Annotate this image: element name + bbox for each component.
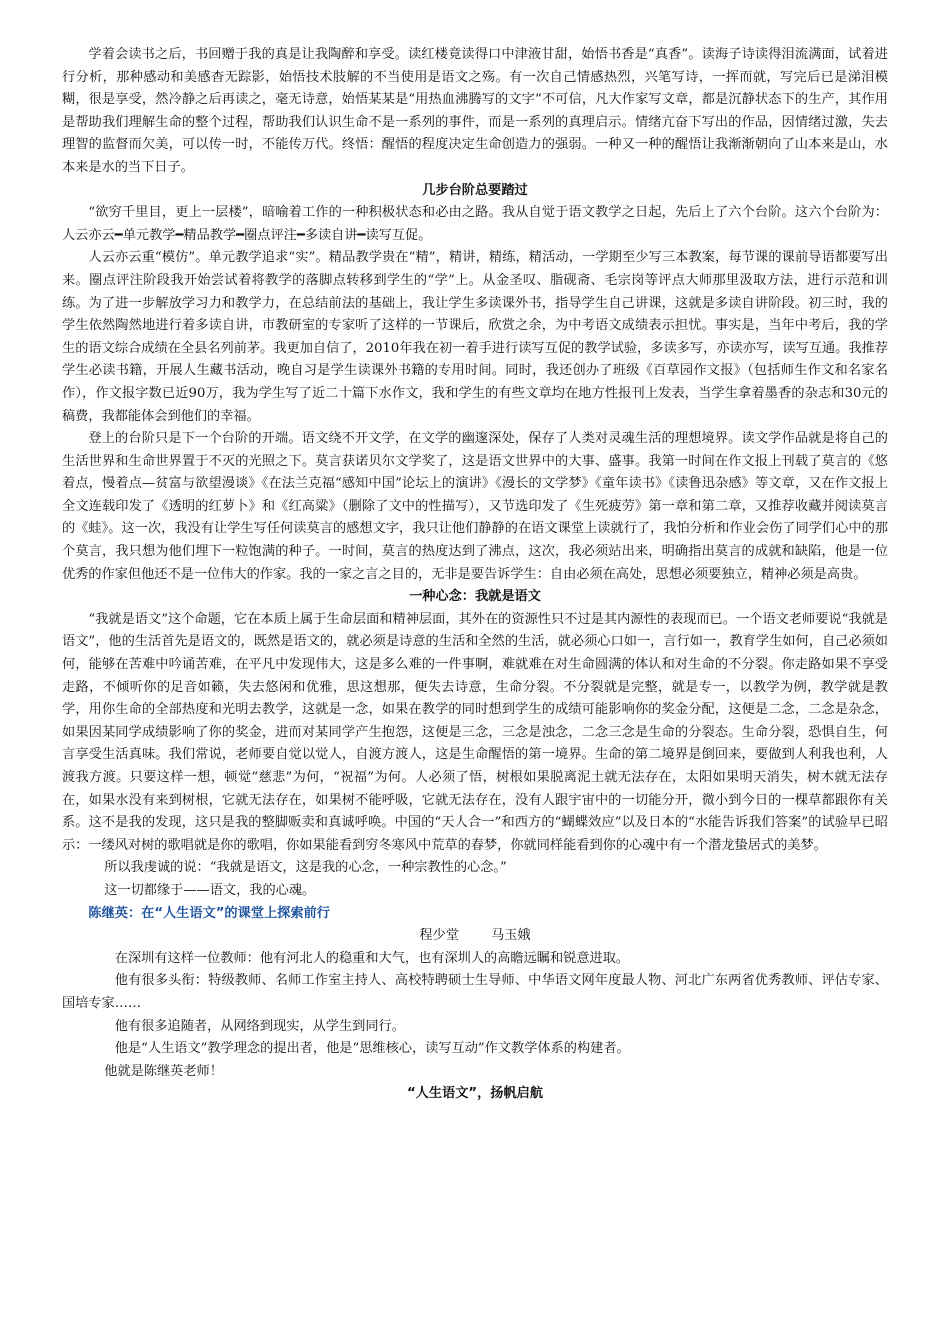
article-title: 陈继英：在“人生语文”的课堂上探索前行 (88, 905, 330, 921)
paragraph: 他是“人生语文”教学理念的提出者，他是“思维核心，读写互动”作文教学体系的构建者。 (114, 1041, 630, 1057)
author-line (62, 925, 888, 948)
paragraph: “我就是语文”这个命题，它在本质上属于生命层面和精神层面，其外在的资源性只不过是其内源性的表现而已。一个语文老师要说“我就是语文”，他的生活首先是语文的，既然是语文的，就必须是诗意的生活和全然的生活，就必须心口如一，言行如一，教育学生如何，自己必须如何，能够在苦难中吟诵苦难，在平凡中发现伟大，这是多么难的一件事啊，难就难在对生命圆满的体认和对生命的不分裂。你走路如果不享受走路，不倾听你的足音如籁，失去悠闲和优雅，思这想那，便失去诗意，生命分裂。不分裂就是完整，就是专一，以教学为例，教学就是教学，用你生命的全部热度和光明去教学，这就是一念，如果在教学的同时想到学生的成绩可能影响你的奖金分配，这便是二念，二念是杂念，如果因某同学成绩影响了你的奖金，进而对某同学产生抱怨，这便是三念，三念是浊念，二念三念是生命的分裂态。生命分裂，恐惧自生，何言享受生活真味。我们常说，老师要自觉以觉人，自渡方渡人，这是生命醒悟的第一境界。生命的第二境界是倒回来，要做到人利我也利，人渡我方渡。只要这样一想，顿觉“慈悲”为何，“祝福”为何。人必须了悟，树根如果脱离泥土就无法存在，太阳如果明天消失，树木就无法存在，如果水没有来到树根，它就无法存在，如果树不能呼吸，它就无法存在，没有人跟宇宙中的一切能分开，微小到今日的一棵草都跟你有关系。这不是我的发现，这只是我的整脚贩卖和真诚呼唤。中国的“天人合一”和西方的“蝴蝶效应”以及日本的“水能告诉我们答案”的试验早已昭示：一缕风对树的歌唱就是你的歌唱，你如果能看到穷冬寒风中荒草的春梦，你就同样能看到你的心魂中有一个潜龙蛰居式的美梦。 (62, 611, 888, 853)
paragraph: 登上的台阶只是下一个台阶的开端。语文绕不开文学，在文学的幽邃深处，保存了人类对灵魂生活的理想境界。读文学作品就是将自己的生活世界和生命世界置于不灭的光照之下。莫言获诺贝尔文学奖了，这是语文世界中的大事、盛事。我第一时间在作文报上刊载了莫言的《悠着点，慢着点—贫富与欲望漫谈》《在法兰克福“感知中国”论坛上的演讲》《漫长的文学梦》《童年读书》《读鲁迅杂感》等文章，又在作文报上全文连载印发了《透明的红萝卜》和《红高粱》（删除了文中的性描写），又节选印发了《生死疲劳》第一章和第二章，又推荐收藏并阅读莫言的《蛙》。这一次，我没有让学生写任何读莫言的感想文字，我只让他们静静的在语文课堂上读就行了，我怕分析和作业会伤了同学们心中的那个莫言，我只想为他们埋下一粒饱满的种子。一时间，莫言的热度达到了沸点，这次，我必须站出来，明确指出莫言的成就和缺陷，他是一位优秀的作家但他还不是一位伟大的作家。我的一家之言之目的，无非是要告诉学生：自由必须在高处，思想必须要独立，精神必须是高贵。 (62, 431, 888, 582)
paragraph: 这一切都缘于——语文，我的心魂。 (104, 882, 316, 898)
section-heading: 一种心念：我就是语文 (409, 589, 541, 605)
paragraph: 他有很多追随者，从网络到现实，从学生到同行。 (114, 1018, 405, 1034)
author-name: 程少堂 (419, 928, 459, 944)
paragraph: 他有很多头衔：特级教师、名师工作室主持人、高校特聘硕士生导师、中华语文网年度最人物、河北广东两省优秀教师、评估专家、国培专家…… (62, 973, 888, 1011)
section-heading: 几步台阶总要踏过 (422, 182, 528, 198)
paragraph: 他就是陈继英老师！ (104, 1063, 223, 1079)
paragraph: “欲穷千里目，更上一层楼”，暗喻着工作的一种积极状态和必由之路。我从自觉于语文教学之日起，先后上了六个台阶。这六个台阶为：人云亦云━单元教学━精品教学━圈点评注━多读自讲━读写互促。 (62, 205, 888, 243)
paragraph: 学着会读书之后，书回赠于我的真是让我陶醉和享受。读红楼竟读得口中津液甘甜，始悟书香是“真香”。读海子诗读得泪流满面，试着进行分析，那种感动和美感杳无踪影，始悟技术肢解的不当使用是语文之殇。有一次自己情感热烈，兴笔写诗，一挥而就，写完后已是涕泪模糊，很是享受，然冷静之后再读之，毫无诗意，始悟某某是“用热血沸腾写的文字”不可信，凡大作家写文章，都是沉静状态下的生产，其作用是帮助我们理解生命的整个过程，帮助我们认识生命不是一系列的事件，而是一系列的真理启示。情绪亢奋下写出的作品，因情绪过激，失去理智的监督而欠美，可以传一时，不能传万代。终悟：醒悟的程度决定生命创造力的强弱。一种又一种的醒悟让我渐渐朝向了山本来是山，水本来是水的当下日子。 (62, 47, 888, 175)
paragraph: 在深圳有这样一位教师：他有河北人的稳重和大气，也有深圳人的高瞻远瞩和锐意进取。 (114, 950, 630, 966)
author-name: 马玉娥 (491, 928, 531, 944)
paragraph: 所以我虔诚的说：“我就是语文，这是我的心念，一种宗教性的心念。” (104, 860, 507, 876)
section-heading: “人生语文”，扬帆启航 (406, 1086, 544, 1102)
paragraph: 人云亦云重“模仿”。单元教学追求“实”。精品教学贵在“精”，精讲，精练，精活动，一学期至少写三本教案，每节课的课前导语都要写出来。圈点评注阶段我开始尝试着将教学的落脚点转移到学生的“学”上。从金圣叹、脂砚斋、毛宗岗等评点大师那里汲取方法，进行示范和训练。为了进一步解放学习力和教学力，在总结前法的基础上，我让学生多读课外书，指导学生自己讲课，这就是多读自讲阶段。初三时，我的学生依然陶然地进行着多读自讲，市教研室的专家听了这样的一节课后，欣赏之余，为中考语文成绩表示担忧。事实是，当年中考后，我的学生的语文综合成绩在全县名列前茅。我更加自信了，2010年我在初一着手进行读写互促的教学试验，多读多写，亦读亦写，读写互通。我推荐学生必读书籍，开展人生藏书活动，晚自习是学生读课外书籍的专用时间。同时，我还创办了班级《百草园作文报》（包括师生作文和名家名作），作文报字数已近90万，我为学生写了近二十篇下水作文，我和学生的有些文章均在地方性报刊上发表，当学生拿着墨香的杂志和30元的稿费，我都能体会到他们的幸福。 (62, 250, 888, 424)
